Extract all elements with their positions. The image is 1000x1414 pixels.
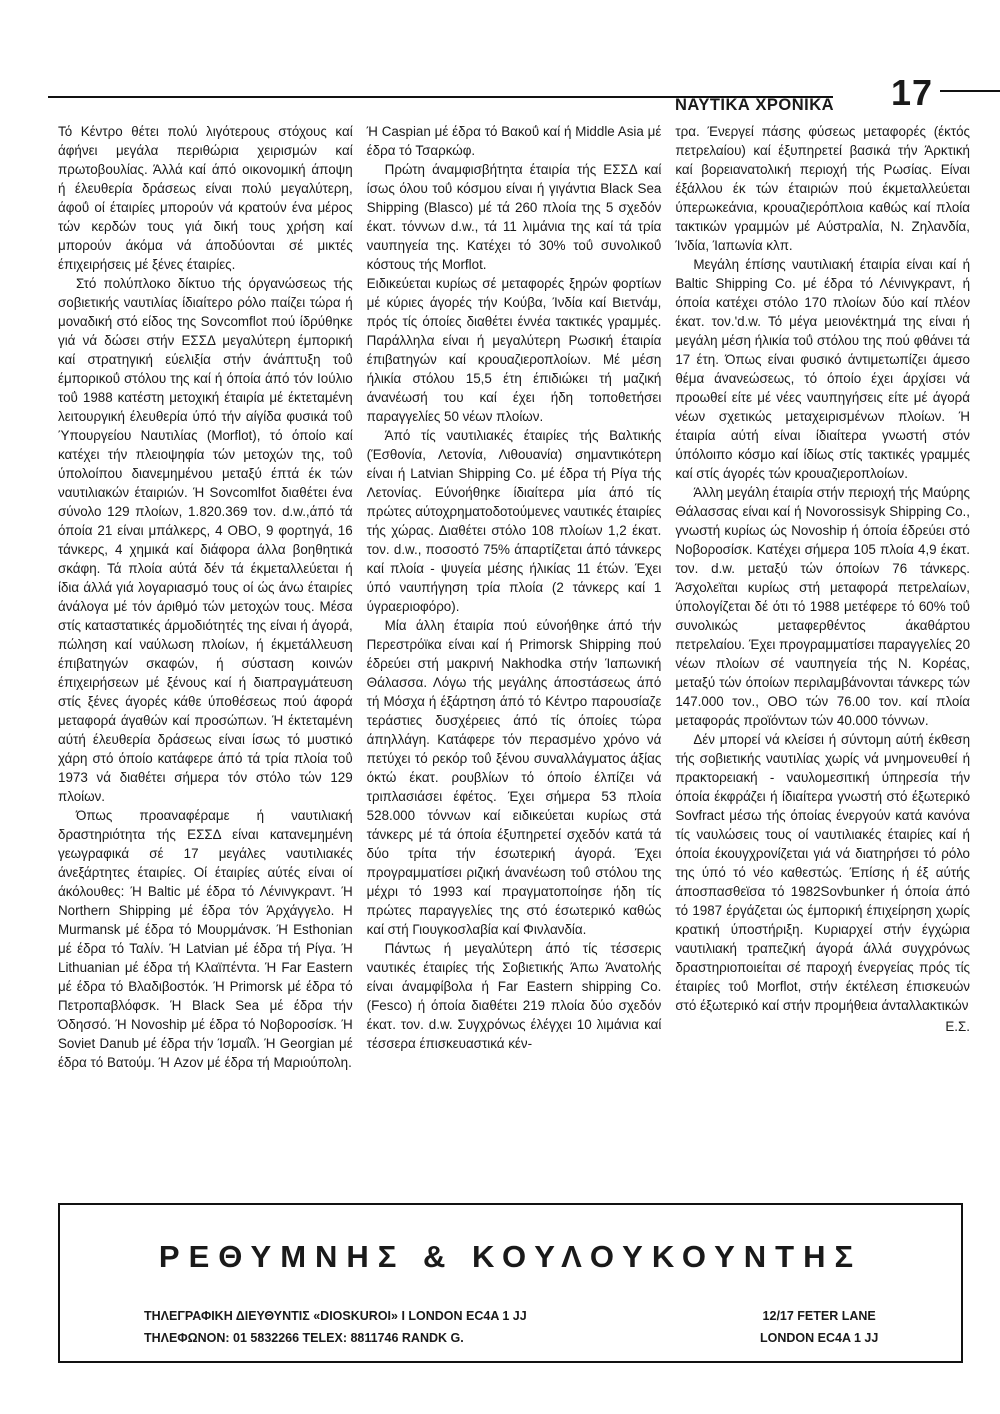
article-column-1 xyxy=(58,122,353,1192)
paragraph: Μεγάλη έπίσης ναυτιλιακή έταιρία είναι καί ή Baltic Shipping Co. μέ έδρα τό Λένινγκραντ, ή όποία κατέχει στόλο 170 πλοίων δύο καί πλέον έκατ. τον.'d.w. Τό μέγα μειονέκτημά της είναι ή μεγάλη μέση ήλικία τοΰ στόλου της πού φθάνει τά 17 έτη. Όπως είναι φυσικό άντιμετωπίζει άμεσο θέμα άνανεώσεως, τό όποίο έχει άρχίσει νά προωθεί είτε μέ νέες ναυπηγήσεις είτε μέ άγορά νέων σχετικώς μεταχειρισμένων πλοίων. Ή έταιρία αύτή είναι ίδιαίτερα γνωστή στόν ύπόλοιπο κόσμο καί ίδίως στίς τακτικές γραμμές καί στίς άγορές τών κρουαζιεροπλοίων. xyxy=(675,257,971,481)
paragraph: Άπό τίς ναυτιλιακές έταιρίες τής Βαλτικής (Έσθονία, Λετονία, Λιθουανία) σημαντικότερη είναι ή Latvian Shipping Co. μέ έδρα τή Ρίγα τής Λετονίας. Εύνοήθηκε ίδιαίτερα μία άπό τίς πρώτες αύτοχρηματοδοτούμενες ναυτικές έταιρίες τής χώρας. Διαθέτει στόλο 108 πλοίων 1,2 έκατ. τον. d.w., ποσοστό 75% άπαρτίζεται άπό τάνκερς καί πλοία - ψυγεία μέσης ήλικίας 11 έτών. Έχει ύπό ναυπήγηση τρία πλοία (2 τάνκερς καί 1 ύγραεριοφόρο). xyxy=(366,428,662,614)
page-header xyxy=(48,70,968,120)
paragraph: Στό πολύπλοκο δίκτυο τής όργανώσεως τής σοβιετικής ναυτιλίας ίδιαίτερο ρόλο παίζει τώρα ή μοναδική στό είδος της Sovcomflot πού ίδρύθηκε γιά νά δώσει στήν ΕΣΣΔ μεγαλύτερη έμπορική καί στρατηγική εύελιξία στήν άνάπτυξη τοΰ έμπορικοΰ στόλου της καί ή όποία άπό τόν Ιούλιο τοΰ 1988 κατέστη μετοχική έταιρία μέ έκτεταμένη λειτουργική έλευθερία ύπό τήν αίγίδα φυσικά τοΰ Ύπουργείου Ναυτιλίας (Morflot), τό όποίο καί κατέχει τήν πλειοψηφία τών μετοχών της, τοΰ ύπολοίπου διανεμημένου μεταξύ έπτά έκ τών ναυτιλιακών έταιριών. Ή Sovcomlfot διαθέτει ένα σύνολο 129 πλοίων, 1.820.369 τον. d.w.,άπό τά όποία 21 είναι μπάλκερς, 4 OBO, 9 φορτηγά, 16 τάνκερς, 4 χημικά καί διάφορα άλλα βοηθητικά σκάφη. Τά πλοία αύτά δέν τά έκμεταλλεύεται ή ίδια άλλά γιά λογαριασμό τους οί ώς άνω έταιρίες άνάλογα μέ τόν άριθμό τών μετοχών τους. Μέσα στίς καταστατικές άρμοδιότητές της είναι ή άγορά, πώληση καί ναύλωση πλοίων, ή έκμετάλλευση έπιβατηγών σκαφών, ή σύσταση κοινών έπιχειρήσεων μέ ξένους καί ή διαπραγμάτευση στίς ξένες άγορές κάθε ύποθέσεως πού άφορά μεταφορά άγαθών καί προσώπων. Ή έκτεταμένη αύτή έλευθερία δράσεως είναι ίσως τό μυστικό χάρη στό όποίο κατάφερε άπό τά τρία πλοία τοΰ 1973 νά διαθέτει σήμερα τόν στόλο τών 129 πλοίων. xyxy=(58,276,353,804)
advertisement-box xyxy=(58,1203,963,1363)
city-postcode: LONDON EC4A 1 JJ xyxy=(760,1331,879,1345)
paragraph: Πάντως ή μεγαλύτερη άπό τίς τέσσερις ναυτικές έταιρίες τής Σοβιετικής Άπω Άνατολής είναι άναμφίβολα ή Far Eastern shipping Co. (Fesco) ή όποία διαθέτει 219 πλοία δύο σχεδόν έκατ. τον. d.w. Συγχρόνως έλέγχει 10 λιμάνια καί τέσσερα έπισκευαστικά κέν- xyxy=(366,941,662,1051)
paragraph: Δέν μπορεί νά κλείσει ή σύντομη αύτή έκθεση τής σοβιετικής ναυτιλίας χωρίς νά μνημονευθεί ή πρακτορειακή - ναυλομεσιτική ύπηρεσία τήν όποία έκφράζει ή ίδιαίτερα γνωστή στό έξωτερικό Sovfract μέσω τής όποίας ένεργούν κατά κανόνα τίς ναυλώσεις τους οί ναυτιλιακές έταιρίες καί ή όποία έκουγχρονίζεται γιά νά διατηρήσει τό ρόλο της ύπό τό νέο καθεστώς. Έπίσης ή έξ αύτής άποσπασθεϊσα τό 1982Sovbunker ή όποία άπό τό 1987 έργάζεται ώς έμπορική έπιχείρηση χωρίς κρατική ύποστήριξη. Κυριαρχεί στήν έγχώρια ναυτιλιακή τραπεζική άγορά άλλά συγχρόνως δραστηριοποιείται σέ παροχή ένεργείας πρός τίς έταιρίες τοΰ Morflot, στήν έκτέλεση έπισκευών στό έξωτερικό καί στήν προμήθεια άνταλλακτικών xyxy=(675,732,971,1013)
article-column-3 xyxy=(675,122,970,1192)
paragraph: Ειδικεύεται κυρίως σέ μεταφορές ξηρών φορτίων μέ κύριες άγορές τήν Κούβα, Ίνδία καί Βιετνάμ, πρός τίς όποίες διαθέτει έννέα τακτικές γραμμές. Παράλληλα είναι ή μεγαλύτερη Ρωσική έταιρία έπιβατηγών καί κρουαζιεροπλοίων. Μέ μέση ήλικία στόλου 15,5 έτη έπιδιώκει τή μαζική άνανέωσή του καί έχει ήδη τοποθετήσει παραγγελίες 50 νέων πλοίων. xyxy=(366,276,662,424)
paragraph: Ή Caspian μέ έδρα τό Βακοΰ καί ή Middle Asia μέ έδρα τό Τσαρκώφ. xyxy=(366,124,662,158)
paragraph: Πρώτη άναμφισβήτητα έταιρία τής ΕΣΣΔ καί ίσως όλου τοΰ κόσμου είναι ή γιγάντια Black Sea Shipping (Blasco) μέ τά 260 πλοία της 5 σχεδόν έκατ. τόννων d.w., τά 11 λιμάνια της καί τά τρία ναυπηγεία της. Κατέχει τό 30% τοΰ συνολικοΰ κόστους τής Morflot. xyxy=(366,162,662,272)
article-column-2 xyxy=(367,122,662,1192)
phone-telex: ΤΗΛΕΦΩΝΟΝ: 01 5832266 TELEX: 8811746 RANDK G. xyxy=(144,1331,464,1345)
page-number: 17 xyxy=(891,72,934,113)
section-title: ΝΑΥΤΙΚΑ ΧΡΟΝΙΚΑ xyxy=(675,96,835,114)
telegraph-address: ΤΗΛΕΓΡΑΦΙΚΗ ΔΙΕΥΘΥΝΤΙΣ «DIOSKUROI» I LONDON EC4A 1 JJ xyxy=(144,1309,527,1323)
paragraph: Τό Κέντρο θέτει πολύ λιγότερους στόχους καί άφήνει μεγάλα περιθώρια χειρισμών καί πρωτοβουλίας. Άλλά καί άπό οικονομική άποψη ή έλευθερία δράσεως είναι πολύ μεγαλύτερη, άφοΰ οί έταιρίες μπορούν νά κρατούν ένα μέρος τών κερδών τους γιά δική τους χρήση καί μπορούν άκόμα νά άποδύονται σέ μικτές έπιχειρήσεις μέ ξένες έταιρίες. xyxy=(58,124,353,272)
header-rule-right xyxy=(940,90,1000,92)
paragraph: τρα. Ένεργεί πάσης φύσεως μεταφορές (έκτός πετρελαίου) καί έξυπηρετεί βασικά τήν Άρκτική καί βορειανατολική περιοχή τής Ρωσίας. Είναι έξάλλου έκ τών έταιριών πού έκμεταλλεύεται ύπερωκεάνια, κρουαζιερόπλοια καθώς καί πλοία τακτικών γραμμών μέ Αύστραλία, Ν. Ζηλανδία, Ίνδία, Ίαπωνία κλπ. xyxy=(675,124,971,253)
advertisement-title: ΡΕΘΥΜΝΗΣ & ΚΟΥΛΟΥΚΟΥΝΤΗΣ xyxy=(158,1239,863,1274)
paragraph: Άλλη μεγάλη έταιρία στήν περιοχή τής Μαύρης Θάλασσας είναι καί ή Novorossisyk Shipping Co., γνωστή κυρίως ώς Novoship ή όποία έδρεύει στό Νοβοροσίσκ. Κατέχει σήμερα 105 πλοία 4,9 έκατ. τον. d.w. μεταξύ τών όποίων 76 τάνκερς. Άσχολεϊται κυρίως στή μεταφορά πετρελαίων, ύπολογίζεται δέ ότι τό 1988 μετέφερε τό 60% τοΰ συνολικώς μεταφερθέντος άκαθάρτου πετρελαίου. Έχει προγραμματίσει παραγγελίες 20 νέων πλοίων σέ ναυπηγεία τής Ν. Κορέας, μεταξύ τών όποίων περιλαμβάνονται τάνκερς τών 147.000 τον., OBO τών 76.00 τον. καί πλοία μεταφοράς προϊόντων τών 40.000 τόννων. xyxy=(675,485,971,728)
article-body xyxy=(58,122,970,1192)
paragraph: Μία άλλη έταιρία πού εύνοήθηκε άπό τήν Περεστρόϊκα είναι καί ή Primorsk Shipping πού έδρεύει στή μακρινή Nakhodka στήν Ίαπωνική Θάλασσα. Λόγω τής μεγάλης άποστάσεως άπό τή Μόσχα ή έξάρτηση άπό τό Κέντρο παρουσίαζε τεράστιες δυσχέρειες άπό τίς όποίες τώρα άπηλλάγη. Κατάφερε τόν περασμένο χρόνο νά πετύχει τό ρεκόρ τοΰ ξένου συναλλάγματος άξίας όκτώ έκατ. ρουβλίων τό όποίο έλπίζει νά τριπλασιάσει έφέτος. Έχει σήμερα 53 πλοία 528.000 τόννων καί ειδικεύεται κυρίως στά τάνκερς μέ τά όποία έξυπηρετεί σχεδόν κατά τά δύο τρίτα τήν έσωτερική άγορά. Έχει προγραμματίσει ριζική άνανέωση τοΰ στόλου της μέχρι τό 1993 καί πραγματοποίησε ήδη τίς πρώτες παραγγελίες της στό έσωτερικό καθώς καί στή Γιουγκοσλαβία καί Φινλανδία. xyxy=(366,618,662,937)
paragraph: Όπως προαναφέραμε ή ναυτιλιακή δραστηριότητα τής ΕΣΣΔ είναι κατανεμημένη γεωγραφικά σέ 17 μεγάλες ναυτιλιακές άνεξάρτητες έταιρίες. Οί έταιρίες αύτές είναι οί άκόλουθες: Ή Baltic μέ έδρα τό Λένινγκραντ. Ή Northern Shipping μέ έδρα τόν Άρχάγγελο. Η Murmansk μέ έδρα τό Μουρμάνσκ. Ή Esthonian μέ έδρα τό Ταλίν. Ή Latvian μέ έδρα τή Ρίγα. Ή Lithuanian μέ έδρα τή Κλαϊπέντα. Ή Far Eastern μέ έδρα τό Βλαδιβοστόκ. Ή Primorsk μέ έδρα τό Πετροπαβλόφσκ. Ή Black Sea μέ έδρα τήν Όδησσό. Ή Novoship μέ έδρα τό Νοβοροσίσκ. Ή Soviet Danub μέ έδρα τήν Ίσμαΐλ. Ή Georgian μέ έδρα τό Βατούμ. Ή Azov μέ έδρα τή Μαριούπολη. xyxy=(58,808,353,1070)
author-signature: Ε.Σ. xyxy=(945,1019,971,1034)
street-address: 12/17 FETER LANE xyxy=(762,1309,876,1323)
advertisement-address xyxy=(760,1305,878,1349)
advertisement-contact xyxy=(144,1305,527,1349)
